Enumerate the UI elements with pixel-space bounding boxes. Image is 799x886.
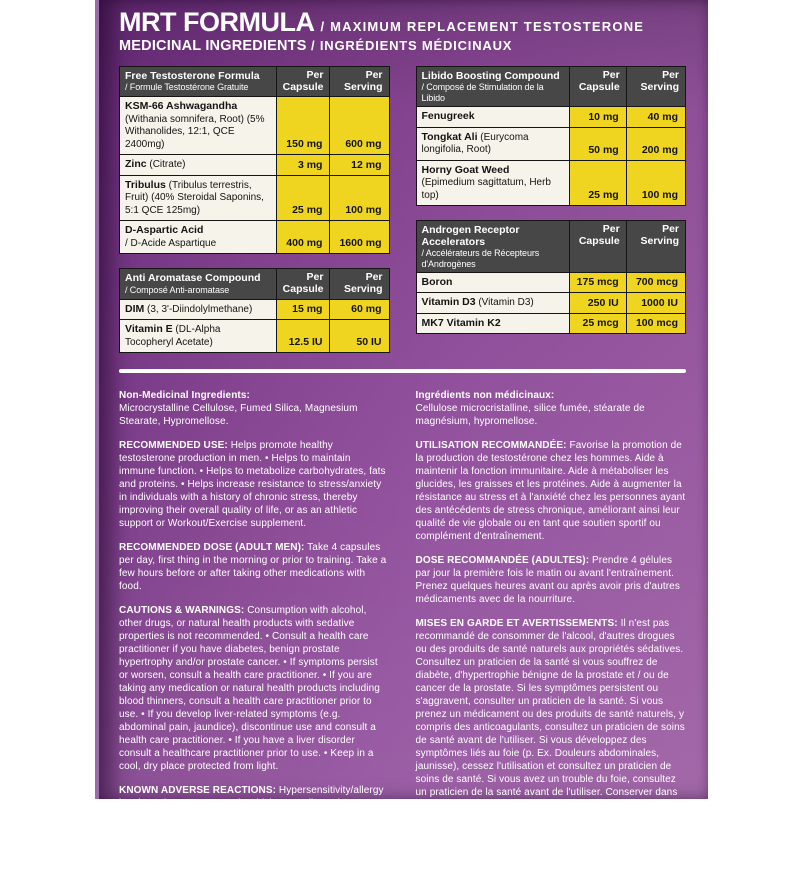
tables-left-column <box>119 66 390 353</box>
section-reactions-indesirables: REACTIONS INDÉSIRABLES CONNUES: On sait que l'hypersensibilité / l'allergie se produit; Dans ce cas, cesser l'utilisation. * Ne pas utiliser si le joint est cassé ou manquant. Tenir hors de la portée des enfants. <box>415 824 682 875</box>
ingredient-name: Fenugreek <box>416 107 570 128</box>
table-free-testosterone-formula <box>119 66 390 254</box>
table-title-en: Anti Aromatase Compound <box>125 272 261 285</box>
section-known-adverse-reactions: KNOWN ADVERSE REACTIONS: Hypersensitivity/allergy has been known to occur; in which case, discontinue use. *Do not use if the seal is broken or missing. Keep out of reach of children. <box>119 785 384 836</box>
table-row <box>416 107 686 128</box>
per-serving-value: 100 mg <box>626 160 685 206</box>
per-serving-value: 700 mcg <box>626 272 685 293</box>
per-capsule-header: Per Capsule <box>570 67 627 107</box>
per-capsule-value: 250 IU <box>570 293 627 314</box>
table-row <box>416 160 686 206</box>
per-serving-header: Per Serving <box>626 67 685 107</box>
table-title-fr: / Accélérateurs de Récepteurs d'Androgènes <box>421 248 540 269</box>
info-text-columns <box>119 389 686 886</box>
table-row <box>120 97 390 155</box>
per-capsule-value: 50 mg <box>570 127 627 160</box>
label-content <box>99 0 708 886</box>
info-column-english <box>119 389 390 886</box>
section-ingredients-non-medicinaux: Ingrédients non médicinaux: Cellulose microcristalline, silice fumée, stéarate de magnésium, hypromellose. <box>415 390 645 428</box>
ingredient-name: D-Aspartic Acid / D-Acide Aspartique <box>120 221 277 254</box>
per-serving-value: 1000 IU <box>626 293 685 314</box>
section-cautions-warnings: CAUTIONS & WARNINGS: Consumption with alcohol, other drugs, or natural health products with sedative properties is not recommended. • Consult a health care practitioner if you have diabetes, benign prostate hypertrophy and/or prostate cancer. • If symptoms persist or worsen, consult a health care practitioner. • If you are taking any medication or natural health products including blood thinners, consult a health care practitioner prior to use. • If you develop liver-related symptoms (e.g. abdominal pain, jaundice), discontinue use and consult a health care practitioner. • If you have a liver disorder consult a healthcare practitioner prior to use. • Keep in a cool, dry place protected from light. <box>119 605 380 773</box>
per-capsule-value: 25 mcg <box>570 313 627 334</box>
ingredient-name: Zinc (Citrate) <box>120 155 277 176</box>
table-row <box>120 175 390 221</box>
per-serving-header: Per Serving <box>330 67 389 97</box>
per-serving-value: 50 IU <box>330 320 389 353</box>
product-subtitle: / MAXIMUM REPLACEMENT TESTOSTERONE <box>320 19 645 34</box>
per-capsule-header: Per Capsule <box>276 67 330 97</box>
ingredient-tables <box>119 66 686 353</box>
medicinal-ingredients-fr: / INGRÉDIENTS MÉDICINAUX <box>306 38 513 54</box>
table-androgen-receptor-accelerators <box>416 220 687 334</box>
per-serving-value: 100 mcg <box>626 313 685 334</box>
per-capsule-value: 25 mg <box>276 175 330 221</box>
per-capsule-value: 400 mg <box>276 221 330 254</box>
section-recommended-use: RECOMMENDED USE: Helps promote healthy testosterone production in men. • Helps to maintain immune function. • Helps to metabolize carbohydrates, fats and proteins. • Helps increase resistance to stress/anxiety in individuals with a history of chronic stress, thereby improving their overall quality of life, or as an athletic support or Workout/Exercise supplement. <box>119 440 386 530</box>
per-capsule-value: 25 mg <box>570 160 627 206</box>
table-title-cell <box>416 67 570 107</box>
per-serving-value: 40 mg <box>626 107 685 128</box>
per-serving-value: 200 mg <box>626 127 685 160</box>
ingredient-name: Tribulus (Tribulus terrestris, Fruit) (40% Steroidal Saponins, 5:1 QCE 125mg) <box>120 175 277 221</box>
table-title-cell <box>416 221 570 273</box>
per-capsule-value: 150 mg <box>276 97 330 155</box>
table-row <box>416 272 686 293</box>
table-title-fr: / Formule Testostérone Gratuite <box>125 82 249 93</box>
table-title-cell <box>120 67 277 97</box>
product-title: MRT FORMULA <box>119 7 315 37</box>
table-header-row <box>416 67 686 107</box>
table-title-en: Androgen Receptor Accelerators <box>421 224 520 249</box>
ingredient-name: Vitamin E (DL-Alpha Tocopheryl Acetate) <box>120 320 277 353</box>
section-non-medicinal-ingredients: Non-Medicinal Ingredients: Microcrystalline Cellulose, Fumed Silica, Magnesium Stearate, Hypromellose. <box>119 390 358 428</box>
section-recommended-dose: RECOMMENDED DOSE (ADULT MEN): Take 4 capsules per day, first thing in the morning or prior to training. Take a few hours before or after taking other medications with food. <box>119 542 387 593</box>
per-capsule-header: Per Capsule <box>276 269 330 299</box>
table-header-row <box>120 269 390 299</box>
per-serving-value: 600 mg <box>330 97 389 155</box>
table-title-en: Libido Boosting Compound <box>421 70 560 83</box>
table-title-fr: / Composé de Stimulation de la Libido <box>421 82 544 103</box>
table-title-fr: / Composé Anti-aromatase <box>125 284 230 295</box>
table-libido-boosting-compound <box>416 66 687 206</box>
ingredient-name: Boron <box>416 272 570 293</box>
table-header-row <box>416 221 686 273</box>
table-title-cell <box>120 269 277 299</box>
ingredient-name: KSM-66 Ashwagandha (Withania somnifera, Root) (5% Withanolides, 12:1, QCE 2400mg) <box>120 97 277 155</box>
section-mises-en-garde: MISES EN GARDE ET AVERTISSEMENTS: Il n'est pas recommandé de consommer de l'alcool, d'autres drogues ou des produits de santé naturels aux propriétés sédatives. Consultez un praticien de la santé si vous souffrez de diabète, d'hypertrophie bénigne de la prostate et / ou de cancer de la prostate. Si les symptômes persistent ou s'aggravent, consulter un praticien de la santé. Si vous prenez un médicament ou des produits de santé naturels, y compris des anticoagulants, consultez un praticien de soins de santé avant de l'utiliser. Si vous développez des symptômes liés au foie (p. Ex. Douleurs abdominales, jaunisse), cessez l'utilisation et consultez un praticien de soins de santé. Si vous avez un trouble du foie, consultez un praticien de la santé avant de l'utiliser. Conserver dans un endroit frais et sec à l'abri de la lumière. <box>415 618 685 812</box>
per-serving-value: 60 mg <box>330 299 389 320</box>
per-capsule-value: 12.5 IU <box>276 320 330 353</box>
supplement-box-label <box>95 0 708 875</box>
per-capsule-value: 175 mcg <box>570 272 627 293</box>
tables-right-column <box>416 66 687 353</box>
table-anti-aromatase-compound <box>119 268 390 353</box>
table-header-row <box>120 67 390 97</box>
per-capsule-value: 15 mg <box>276 299 330 320</box>
per-serving-header: Per Serving <box>626 221 685 273</box>
ingredient-name: DIM (3, 3'-Diindolylmethane) <box>120 299 277 320</box>
divider-line <box>119 369 686 373</box>
per-serving-header: Per Serving <box>330 269 389 299</box>
per-capsule-value: 10 mg <box>570 107 627 128</box>
ingredient-name: Tongkat Ali (Eurycoma longifolia, Root) <box>416 127 570 160</box>
per-serving-value: 12 mg <box>330 155 389 176</box>
table-row <box>416 293 686 314</box>
per-capsule-value: 3 mg <box>276 155 330 176</box>
table-title-en: Free Testosterone Formula <box>125 70 260 83</box>
table-row <box>120 221 390 254</box>
table-row <box>120 155 390 176</box>
per-capsule-header: Per Capsule <box>570 221 627 273</box>
section-dose-recommandee: DOSE RECOMMANDÉE (ADULTES): Prendre 4 gélules par jour la première fois le matin ou avant l'entraînement. Prenez quelques heures avant ou après avoir pris d'autres médicaments avec de la nourriture. <box>415 555 680 606</box>
ingredient-name: Vitamin D3 (Vitamin D3) <box>416 293 570 314</box>
ingredient-name: MK7 Vitamin K2 <box>416 313 570 334</box>
table-row <box>416 127 686 160</box>
ingredient-name: Horny Goat Weed (Epimedium sagittatum, Herb top) <box>416 160 570 206</box>
medicinal-ingredients-en: MEDICINAL INGREDIENTS <box>119 38 307 55</box>
title-line <box>119 8 686 36</box>
medicinal-ingredients-heading <box>119 38 686 54</box>
info-column-french <box>416 389 687 886</box>
label-header <box>119 8 686 54</box>
table-row <box>120 299 390 320</box>
table-row <box>120 320 390 353</box>
per-serving-value: 1600 mg <box>330 221 389 254</box>
table-row <box>416 313 686 334</box>
per-serving-value: 100 mg <box>330 175 389 221</box>
section-utilisation-recommandee: UTILISATION RECOMMANDÉE: Favorise la promotion de la production de testostérone chez les hommes. Aide à maintenir la fonction immunitaire. Aide à métaboliser les glucides, les graisses et les protéines. Aide à augmenter la résistance au stress et à l'anxiété chez les personnes ayant des antécédents de stress chronique, améliorant ainsi leur qualité de vie globale ou en tant que soutien sportif ou complément d'entraînement. <box>415 440 686 543</box>
